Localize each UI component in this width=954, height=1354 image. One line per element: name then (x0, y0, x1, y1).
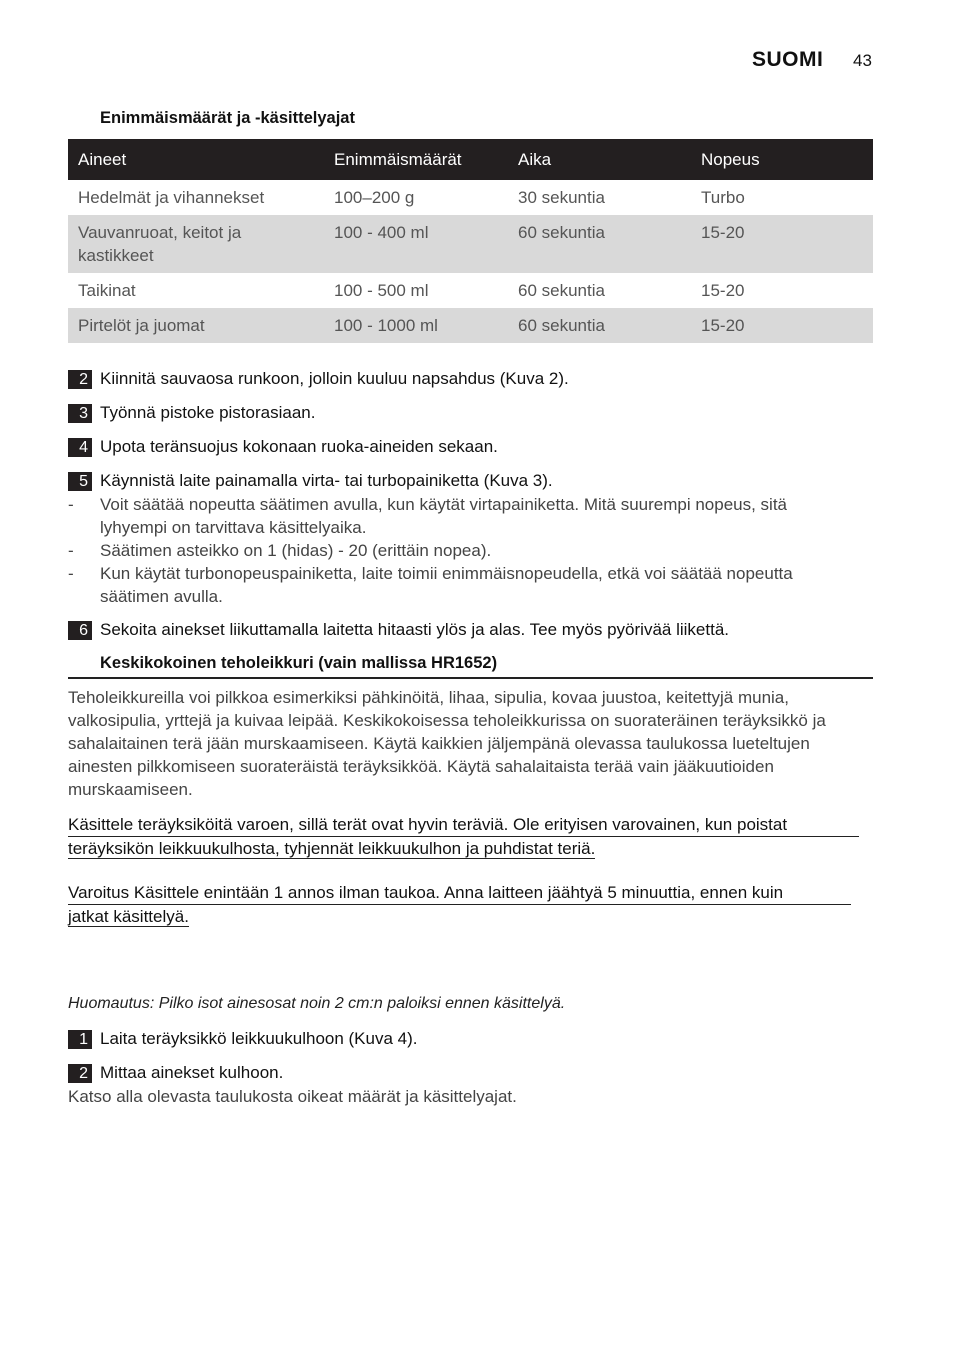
section-title-chopper: Keskikokoinen teholeikkuri (vain mallissa HR1652) (100, 654, 498, 672)
step-text: Käynnistä laite painamalla virta- tai turbopainiketta (Kuva 3). (100, 471, 553, 490)
bullet-dash: - (68, 541, 74, 560)
intro-paragraph (68, 686, 873, 801)
step-text: Kiinnitä sauvaosa runkoon, jolloin kuuluu napsahdus (Kuva 2). (100, 369, 569, 388)
table-cell: 30 sekuntia (508, 180, 691, 215)
bullet-item (68, 562, 868, 608)
paragraph-line: Teholeikkureilla voi pilkkoa esimerkiksi pähkinöitä, lihaa, sipulia, kovaa juustoa, keitettyjä munia, (68, 688, 789, 707)
caution-line: Käsittele teräyksiköitä varoen, sillä terät ovat hyvin teräviä. Ole erityisen varovainen, kun poistat (68, 813, 859, 837)
table-cell: 100 - 1000 ml (324, 308, 508, 343)
step-number: 3 (68, 404, 92, 423)
step-text: Mittaa ainekset kulhoon. (100, 1063, 284, 1082)
table-row (68, 180, 873, 215)
bullet-item (68, 493, 868, 539)
table-row (68, 215, 873, 273)
step-item (68, 1063, 283, 1083)
bullet-text-line: lyhyempi on tarvittava käsittelyaika. (100, 518, 367, 537)
language-label: SUOMI (752, 48, 824, 71)
step-text: Työnnä pistoke pistorasiaan. (100, 403, 316, 422)
table-cell: 100 - 500 ml (324, 273, 508, 308)
table-cell: Taikinat (68, 273, 324, 308)
section-divider (68, 677, 873, 679)
table-cell: 100–200 g (324, 180, 508, 215)
step-text: Sekoita ainekset liikuttamalla laitetta hitaasti ylös ja alas. Tee myös pyörivää liikettä. (100, 620, 729, 639)
table-row (68, 273, 873, 308)
step-number: 2 (68, 370, 92, 389)
warning-line: Varoitus Käsittele enintään 1 annos ilman taukoa. Anna laitteen jäähtyä 5 minuuttia, ennen kuin (68, 881, 851, 905)
step-number: 4 (68, 438, 92, 457)
instruction-text: Katso alla olevasta taulukosta oikeat määrät ja käsittelyajat. (68, 1087, 517, 1106)
amounts-table (68, 139, 873, 343)
step-item (68, 471, 553, 491)
warning-line: jatkat käsittelyä. (68, 907, 189, 926)
note-text: Huomautus: Pilko isot ainesosat noin 2 cm:n paloiksi ennen käsittelyä. (68, 995, 566, 1012)
paragraph-line: valkosipulia, yrttejä ja kuivaa leipää. Keskikokoisessa teholeikkurissa on suorateräinen teräyksikkö ja (68, 711, 826, 730)
step-number: 5 (68, 472, 92, 491)
table-cell: Turbo (691, 180, 873, 215)
step-item (68, 369, 569, 389)
table-row (68, 308, 873, 343)
paragraph-line: murskaamiseen. (68, 780, 193, 799)
page-number: 43 (853, 51, 872, 70)
bullet-text-line: Voit säätää nopeutta säätimen avulla, kun käytät virtapainiketta. Mitä suurempi nopeus, sitä (100, 495, 788, 514)
warning-text (68, 881, 873, 928)
step-number: 6 (68, 621, 92, 640)
caution-text (68, 813, 873, 860)
table-cell: Vauvanruoat, keitot ja kastikkeet (68, 215, 324, 273)
table-header-cell: Aineet (68, 139, 324, 180)
step-item (68, 403, 315, 423)
table-header-cell: Nopeus (691, 139, 873, 180)
bullet-item (68, 539, 868, 562)
step-item (68, 620, 729, 640)
step-item (68, 1029, 418, 1049)
bullet-text-line: säätimen avulla. (100, 587, 223, 606)
step-text: Upota teränsuojus kokonaan ruoka-aineiden sekaan. (100, 437, 498, 456)
table-cell: Hedelmät ja vihannekset (68, 180, 324, 215)
section-title-max-amounts: Enimmäismäärät ja -käsittelyajat (100, 109, 355, 127)
bullet-text-line: Säätimen asteikko on 1 (hidas) - 20 (erittäin nopea). (100, 541, 492, 560)
table-cell: 15-20 (691, 215, 873, 273)
bullet-dash: - (68, 495, 74, 514)
paragraph-line: ainesten pilkkomiseen suorateräistä teräyksikköä. Käytä sahalaitaista terää vain jääkuutioiden (68, 757, 774, 776)
table-cell: 15-20 (691, 308, 873, 343)
bullet-text-line: Kun käytät turbonopeuspainiketta, laite toimii enimmäisnopeudella, etkä voi säätää nopeutta (100, 564, 793, 583)
caution-line: teräyksikön leikkuukulhosta, tyhjennät leikkuukulhon ja puhdistat teriä. (68, 839, 596, 858)
table-header-cell: Aika (508, 139, 691, 180)
table-cell: 60 sekuntia (508, 308, 691, 343)
bullet-dash: - (68, 564, 74, 583)
table-header-cell: Enimmäismäärät (324, 139, 508, 180)
table-cell: 15-20 (691, 273, 873, 308)
table-cell: Pirtelöt ja juomat (68, 308, 324, 343)
table-cell: 60 sekuntia (508, 215, 691, 273)
step-number: 2 (68, 1064, 92, 1083)
table-header-row (68, 139, 873, 180)
step-item (68, 437, 498, 457)
step-text: Laita teräyksikkö leikkuukulhoon (Kuva 4). (100, 1029, 418, 1048)
table-cell: 60 sekuntia (508, 273, 691, 308)
table-cell: 100 - 400 ml (324, 215, 508, 273)
paragraph-line: sahalaitainen terä jään murskaamiseen. Käytä kaikkien jäljempänä olevassa taulukossa lueteltujen (68, 734, 810, 753)
step-number: 1 (68, 1030, 92, 1049)
